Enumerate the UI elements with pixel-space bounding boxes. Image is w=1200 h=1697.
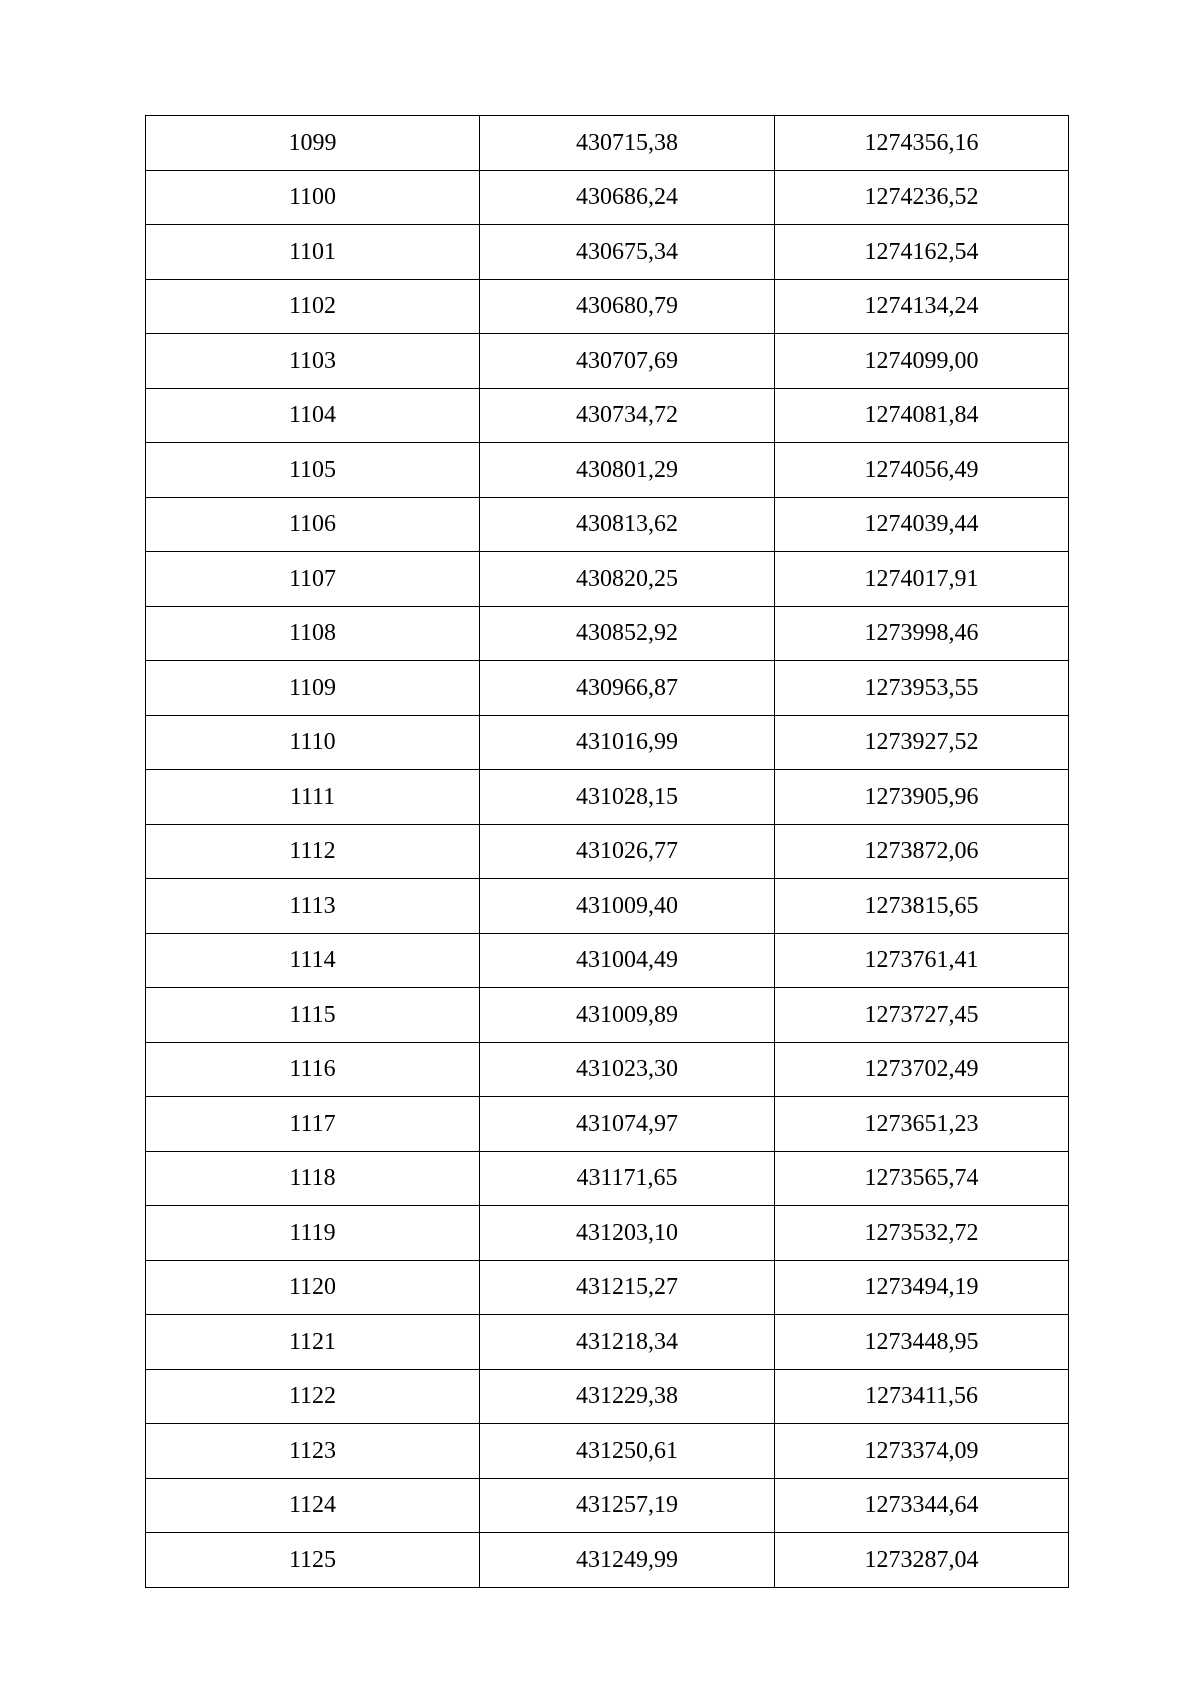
y-coordinate-cell: 1274081,84: [775, 388, 1069, 443]
y-coordinate-cell: 1273344,64: [775, 1478, 1069, 1533]
table-row: [146, 1042, 1069, 1097]
y-coordinate-cell: 1274017,91: [775, 552, 1069, 607]
y-coordinate-cell: 1273565,74: [775, 1151, 1069, 1206]
table-row: [146, 552, 1069, 607]
y-coordinate-cell: 1273761,41: [775, 933, 1069, 988]
y-coordinate-cell: 1273532,72: [775, 1206, 1069, 1261]
x-coordinate-cell: 431203,10: [480, 1206, 775, 1261]
table-row: [146, 1369, 1069, 1424]
y-coordinate-cell: 1274099,00: [775, 334, 1069, 389]
point-number-cell: 1119: [146, 1206, 480, 1261]
y-coordinate-cell: 1273494,19: [775, 1260, 1069, 1315]
y-coordinate-cell: 1274039,44: [775, 497, 1069, 552]
point-number-cell: 1113: [146, 879, 480, 934]
table-row: [146, 879, 1069, 934]
x-coordinate-cell: 430801,29: [480, 443, 775, 498]
point-number-cell: 1111: [146, 770, 480, 825]
x-coordinate-cell: 430707,69: [480, 334, 775, 389]
x-coordinate-cell: 431229,38: [480, 1369, 775, 1424]
x-coordinate-cell: 431074,97: [480, 1097, 775, 1152]
point-number-cell: 1122: [146, 1369, 480, 1424]
point-number-cell: 1109: [146, 661, 480, 716]
point-number-cell: 1101: [146, 225, 480, 280]
y-coordinate-cell: 1273872,06: [775, 824, 1069, 879]
x-coordinate-cell: 431171,65: [480, 1151, 775, 1206]
x-coordinate-cell: 431249,99: [480, 1533, 775, 1588]
y-coordinate-cell: 1273927,52: [775, 715, 1069, 770]
table-row: [146, 1260, 1069, 1315]
point-number-cell: 1117: [146, 1097, 480, 1152]
x-coordinate-cell: 430675,34: [480, 225, 775, 280]
table-row: [146, 606, 1069, 661]
point-number-cell: 1102: [146, 279, 480, 334]
y-coordinate-cell: 1273953,55: [775, 661, 1069, 716]
table-row: [146, 1151, 1069, 1206]
y-coordinate-cell: 1273411,56: [775, 1369, 1069, 1424]
table-row: [146, 824, 1069, 879]
table-row: [146, 988, 1069, 1043]
x-coordinate-cell: 430734,72: [480, 388, 775, 443]
point-number-cell: 1118: [146, 1151, 480, 1206]
point-number-cell: 1106: [146, 497, 480, 552]
y-coordinate-cell: 1273998,46: [775, 606, 1069, 661]
x-coordinate-cell: 431023,30: [480, 1042, 775, 1097]
y-coordinate-cell: 1274134,24: [775, 279, 1069, 334]
y-coordinate-cell: 1273815,65: [775, 879, 1069, 934]
point-number-cell: 1100: [146, 170, 480, 225]
y-coordinate-cell: 1273727,45: [775, 988, 1069, 1043]
x-coordinate-cell: 430680,79: [480, 279, 775, 334]
table-row: [146, 1206, 1069, 1261]
point-number-cell: 1114: [146, 933, 480, 988]
point-number-cell: 1110: [146, 715, 480, 770]
point-number-cell: 1108: [146, 606, 480, 661]
x-coordinate-cell: 430966,87: [480, 661, 775, 716]
table-row: [146, 1533, 1069, 1588]
x-coordinate-cell: 431257,19: [480, 1478, 775, 1533]
point-number-cell: 1105: [146, 443, 480, 498]
point-number-cell: 1123: [146, 1424, 480, 1479]
x-coordinate-cell: 431215,27: [480, 1260, 775, 1315]
table-row: [146, 279, 1069, 334]
x-coordinate-cell: 431016,99: [480, 715, 775, 770]
point-number-cell: 1107: [146, 552, 480, 607]
point-number-cell: 1116: [146, 1042, 480, 1097]
table-row: [146, 770, 1069, 825]
x-coordinate-cell: 430715,38: [480, 116, 775, 171]
point-number-cell: 1115: [146, 988, 480, 1043]
point-number-cell: 1104: [146, 388, 480, 443]
table-row: [146, 116, 1069, 171]
x-coordinate-cell: 431250,61: [480, 1424, 775, 1479]
y-coordinate-cell: 1274056,49: [775, 443, 1069, 498]
x-coordinate-cell: 431009,40: [480, 879, 775, 934]
table-row: [146, 225, 1069, 280]
point-number-cell: 1125: [146, 1533, 480, 1588]
point-number-cell: 1121: [146, 1315, 480, 1370]
table-row: [146, 443, 1069, 498]
point-number-cell: 1124: [146, 1478, 480, 1533]
y-coordinate-cell: 1273702,49: [775, 1042, 1069, 1097]
y-coordinate-cell: 1273905,96: [775, 770, 1069, 825]
point-number-cell: 1099: [146, 116, 480, 171]
y-coordinate-cell: 1273287,04: [775, 1533, 1069, 1588]
table-row: [146, 933, 1069, 988]
coordinates-table: [145, 115, 1069, 1588]
point-number-cell: 1112: [146, 824, 480, 879]
x-coordinate-cell: 430813,62: [480, 497, 775, 552]
table-row: [146, 497, 1069, 552]
x-coordinate-cell: 431009,89: [480, 988, 775, 1043]
table-row: [146, 661, 1069, 716]
y-coordinate-cell: 1273448,95: [775, 1315, 1069, 1370]
table-row: [146, 334, 1069, 389]
table-row: [146, 1097, 1069, 1152]
x-coordinate-cell: 430820,25: [480, 552, 775, 607]
table-row: [146, 388, 1069, 443]
y-coordinate-cell: 1273374,09: [775, 1424, 1069, 1479]
x-coordinate-cell: 431004,49: [480, 933, 775, 988]
table-row: [146, 170, 1069, 225]
table-row: [146, 1478, 1069, 1533]
coordinates-table-body: [146, 116, 1069, 1588]
x-coordinate-cell: 430686,24: [480, 170, 775, 225]
x-coordinate-cell: 430852,92: [480, 606, 775, 661]
y-coordinate-cell: 1274236,52: [775, 170, 1069, 225]
x-coordinate-cell: 431026,77: [480, 824, 775, 879]
x-coordinate-cell: 431028,15: [480, 770, 775, 825]
table-row: [146, 1424, 1069, 1479]
point-number-cell: 1120: [146, 1260, 480, 1315]
y-coordinate-cell: 1274356,16: [775, 116, 1069, 171]
point-number-cell: 1103: [146, 334, 480, 389]
x-coordinate-cell: 431218,34: [480, 1315, 775, 1370]
table-row: [146, 715, 1069, 770]
table-row: [146, 1315, 1069, 1370]
y-coordinate-cell: 1273651,23: [775, 1097, 1069, 1152]
y-coordinate-cell: 1274162,54: [775, 225, 1069, 280]
